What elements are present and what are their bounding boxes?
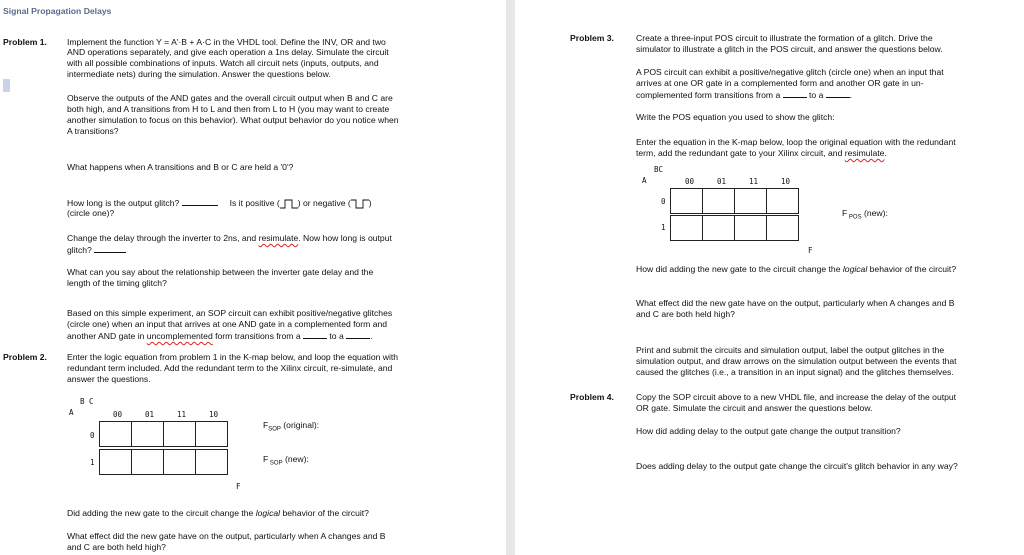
fpos-suffix: (new): <box>861 208 888 218</box>
fpos-f: F <box>842 208 848 218</box>
enter-kmap-line-1: Enter the equation in the K-map below, loop the original equation with the redundant <box>636 137 956 147</box>
effect-line: What effect did the new gate have on the output, particularly when A changes and B <box>67 531 386 541</box>
kmap-cell[interactable] <box>703 215 735 241</box>
kmap-cell[interactable] <box>703 188 735 214</box>
based-pre: another AND gate in <box>67 331 147 341</box>
kmap-row-1 <box>670 215 799 241</box>
question-logical-post: behavior of the circuit? <box>280 508 369 518</box>
question-delay-transition: How did adding delay to the output gate change the output transition? <box>636 426 901 436</box>
pos-line: arrives at one OR gate in a complemented form and another OR gate in un- <box>636 78 924 88</box>
based-end: . <box>370 331 373 341</box>
negative-label: ) or negative ( <box>297 198 351 208</box>
change-delay-text <box>67 233 392 243</box>
problem-2-line: redundant term included. Add the redundant term to the Xilinx circuit, re-simulate, and <box>67 363 393 373</box>
question-delay-glitch: Does adding delay to the output gate change the circuit's glitch behavior in any way? <box>636 461 958 471</box>
fsop-f: F <box>263 420 269 430</box>
observe-line: both high, and A transitions from H to L and then from L to H (you may want to create <box>67 104 390 114</box>
problem-3-line: Create a three-input POS circuit to illustrate the formation of a glitch. Drive the <box>636 33 933 43</box>
kmap-row-0 <box>670 188 799 214</box>
observe-line: A transitions? <box>67 126 119 136</box>
problem-4-line: OR gate. Simulate the circuit and answer the questions below. <box>636 403 873 413</box>
effect-line: and C are both held high? <box>636 309 735 319</box>
pos-line: A POS circuit can exhibit a positive/negative glitch (circle one) when an input that <box>636 67 944 77</box>
problem-3-line: simulator to illustrate a glitch in the POS circuit, and answer the questions below. <box>636 44 943 54</box>
problem-1-line: AND operations separately, and give each operation a 1ns delay. Simulate the circuit <box>67 47 389 57</box>
right-page <box>515 0 1024 555</box>
answer-blank[interactable] <box>303 330 327 339</box>
kmap-a-label: A <box>69 408 74 417</box>
fsop-original-label <box>263 420 319 435</box>
kmap-f-label: F <box>236 482 241 491</box>
fsop-new-sub: SOP <box>268 460 283 467</box>
kmap-row-label: 1 <box>661 223 666 232</box>
observe-line: Observe the outputs of the AND gates and the overall circuit output when B and C are <box>67 93 393 103</box>
fsop-new-suffix: (new): <box>282 454 309 464</box>
answer-blank[interactable] <box>826 89 853 100</box>
problem-1-label: Problem 1. <box>3 37 47 47</box>
kmap-col-label: 10 <box>781 177 791 186</box>
problem-1-line: Implement the function Y = A'·B + A·C in the VHDL tool. Define the INV, OR and two <box>67 37 386 47</box>
kmap-col-label: 11 <box>749 177 759 186</box>
kmap-col-label: 11 <box>177 410 187 419</box>
kmap-row-label: 0 <box>661 197 666 206</box>
kmap-f-label: F <box>808 246 813 255</box>
print-line: Print and submit the circuits and simulation output, label the output glitches in the <box>636 345 945 355</box>
kmap-cell[interactable] <box>100 421 132 447</box>
problem-2-line: Enter the logic equation from problem 1 in the K-map below, and loop the equation with <box>67 352 399 362</box>
resimulate-word: resimulate <box>258 233 299 243</box>
logical-word: logical <box>842 264 868 274</box>
left-page <box>0 0 506 555</box>
kmap-col-label: 00 <box>113 410 123 419</box>
enter-kmap-line-2 <box>636 148 887 158</box>
kmap-cell[interactable] <box>196 421 228 447</box>
problem-2-line: answer the questions. <box>67 374 151 384</box>
kmap-col-label: 01 <box>717 177 727 186</box>
positive-label: Is it positive ( <box>229 198 280 208</box>
change-delay-line2 <box>67 244 126 255</box>
problem-1-line: intermediate nets) during the simulation. Answer the questions below. <box>67 69 331 79</box>
enter-pre: term, add the redundant gate to your Xilinx circuit, and <box>636 148 845 158</box>
based-to: to a <box>329 331 344 341</box>
logical-word: logical <box>255 508 281 518</box>
negative-pulse-icon <box>351 199 369 209</box>
kmap-bc-label: BC <box>654 165 664 174</box>
kmap-a-label: A <box>642 176 647 185</box>
kmap-cell[interactable] <box>164 449 196 475</box>
problem-4-line: Copy the SOP circuit above to a new VHDL file, and increase the delay of the output <box>636 392 957 402</box>
uncomplemented-word: uncomplemented <box>146 331 213 341</box>
effect-line: What effect did the new gate have on the output, particularly when A changes and B <box>636 298 955 308</box>
close-paren: ) <box>368 198 372 208</box>
change-delay-pre: Change the delay through the inverter to 2ns, and <box>67 233 259 243</box>
kmap-cell[interactable] <box>132 449 164 475</box>
based-line-2: (circle one) when an input that arrives at one AND gate in a complemented form and <box>67 319 388 329</box>
kmap-cell[interactable] <box>671 188 703 214</box>
kmap-row-0 <box>99 421 228 447</box>
sidebar-marker <box>3 79 10 92</box>
question-glitch-length-text: How long is the output glitch? <box>67 198 180 208</box>
pos-end: . <box>849 90 853 100</box>
observe-line: another simulation to focus on this behavior). What output behavior do you notice when <box>67 115 399 125</box>
relation-line: length of the timing glitch? <box>67 278 167 288</box>
fpos-sub: POS <box>847 214 862 221</box>
kmap-cell[interactable] <box>132 421 164 447</box>
write-pos-equation: Write the POS equation you used to show the glitch: <box>636 112 835 122</box>
problem-3-label: Problem 3. <box>570 33 614 43</box>
kmap-cell[interactable] <box>767 188 799 214</box>
fsop-suffix: (original): <box>280 420 320 430</box>
answer-blank[interactable] <box>182 197 218 206</box>
based-mid: form transitions from a <box>212 331 301 341</box>
kmap-col-label: 00 <box>685 177 695 186</box>
kmap-cell[interactable] <box>100 449 132 475</box>
answer-blank[interactable] <box>783 89 807 98</box>
question-logical-post: behavior of the circuit? <box>867 264 957 274</box>
pos-to: to a <box>809 90 824 100</box>
kmap-cell[interactable] <box>196 449 228 475</box>
question-logical-pre: How did adding the new gate to the circuit change the <box>636 264 843 274</box>
change-delay-post: . Now how long is output <box>298 233 392 243</box>
pos-pre: complemented form transitions from a <box>636 90 781 100</box>
kmap-cell[interactable] <box>767 215 799 241</box>
fsop-new-f: F <box>263 454 269 464</box>
positive-pulse-icon <box>280 199 298 209</box>
enter-end: . <box>884 148 887 158</box>
print-line: caused the glitches (i.e., a transition in an input signal) and the glitches themselves. <box>636 367 954 377</box>
question-logical-behavior <box>636 264 956 274</box>
kmap-cell[interactable] <box>735 215 767 241</box>
effect-line: and C are both held high? <box>67 542 166 552</box>
answer-blank[interactable] <box>94 244 126 253</box>
answer-blank[interactable] <box>346 330 373 341</box>
resimulate-word: resimulate <box>844 148 885 158</box>
problem-1-line: with all possible combinations of inputs. Watch all circuit nets (inputs, outputs, and <box>67 58 379 68</box>
kmap-cell[interactable] <box>164 421 196 447</box>
question-logical-pre: Did adding the new gate to the circuit change the <box>67 508 256 518</box>
fsop-sub: SOP <box>268 426 281 433</box>
kmap-row-label: 0 <box>90 431 95 440</box>
based-line-1: Based on this simple experiment, an SOP circuit can exhibit positive/negative glitches <box>67 308 393 318</box>
problem-4-label: Problem 4. <box>570 392 614 402</box>
fpos-new-label <box>842 208 888 223</box>
based-line-3 <box>67 330 373 341</box>
kmap-cell[interactable] <box>735 188 767 214</box>
pos-line-3 <box>636 89 852 100</box>
kmap-row-1 <box>99 449 228 475</box>
circle-one-text: (circle one)? <box>67 208 115 218</box>
kmap-cell[interactable] <box>671 215 703 241</box>
kmap-bc-label: B C <box>80 397 94 406</box>
kmap-col-label: 10 <box>209 410 219 419</box>
question-logical-behavior <box>67 508 369 518</box>
print-line: simulation output, and draw arrows on the simulation output between the events that <box>636 356 957 366</box>
glitch-word: glitch? <box>67 245 92 255</box>
relation-line: What can you say about the relationship between the inverter gate delay and the <box>67 267 374 277</box>
question-b-c-low: What happens when A transitions and B or C are held a '0'? <box>67 162 294 172</box>
kmap-row-label: 1 <box>90 458 95 467</box>
document-title: Signal Propagation Delays <box>3 6 112 16</box>
kmap-col-label: 01 <box>145 410 155 419</box>
problem-2-label: Problem 2. <box>3 352 47 362</box>
question-glitch-length <box>67 197 372 209</box>
fsop-new-label <box>263 454 309 469</box>
